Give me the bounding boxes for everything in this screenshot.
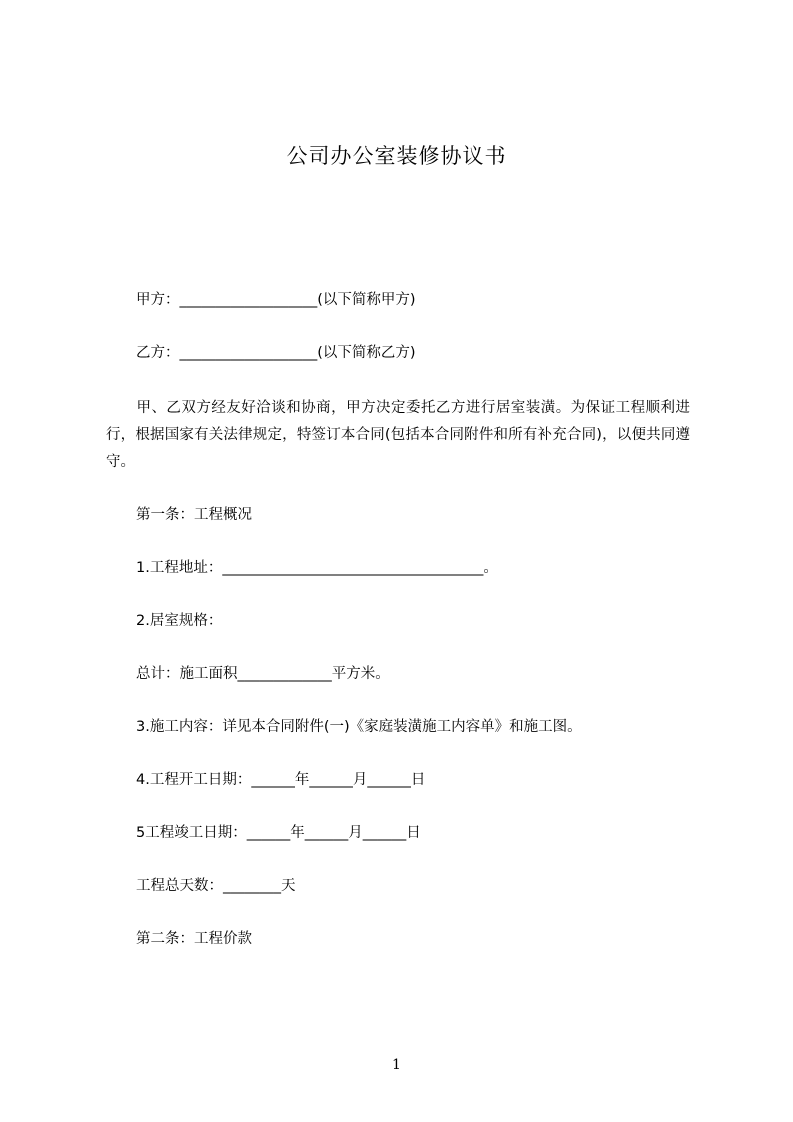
- item4-start-date: 4.工程开工日期：______年______月______日: [136, 772, 426, 788]
- item5-end-date: 5工程竣工日期：______年______月______日: [136, 825, 421, 841]
- document-title: 公司办公室装修协议书: [286, 144, 507, 168]
- total-area: 总计：施工面积_____________平方米。: [136, 666, 390, 682]
- intro-paragraph-text: 甲、乙双方经友好洽谈和协商，甲方决定委托乙方进行居室装潢。为保证工程顺利进行，根据国家有关法律规定，特签订本合同(包括本合同附件和所有补充合同)，以便共同遵守。: [106, 400, 690, 470]
- page-number: 1: [392, 1057, 401, 1073]
- item3-content: 3.施工内容：详见本合同附件(一)《家庭装潢施工内容单》和施工图。: [136, 719, 582, 735]
- item2-spec: 2.居室规格：: [136, 613, 223, 629]
- article2-heading: 第二条：工程价款: [136, 931, 252, 947]
- intro-paragraph: [106, 395, 690, 476]
- item1-address: 1.工程地址：____________________________________。: [136, 560, 498, 576]
- party-b-line: 乙方：___________________(以下简称乙方): [136, 345, 416, 361]
- party-a-line: 甲方：___________________(以下简称甲方): [136, 292, 416, 308]
- total-days: 工程总天数：________天: [136, 878, 296, 894]
- article1-heading: 第一条：工程概况: [136, 507, 252, 523]
